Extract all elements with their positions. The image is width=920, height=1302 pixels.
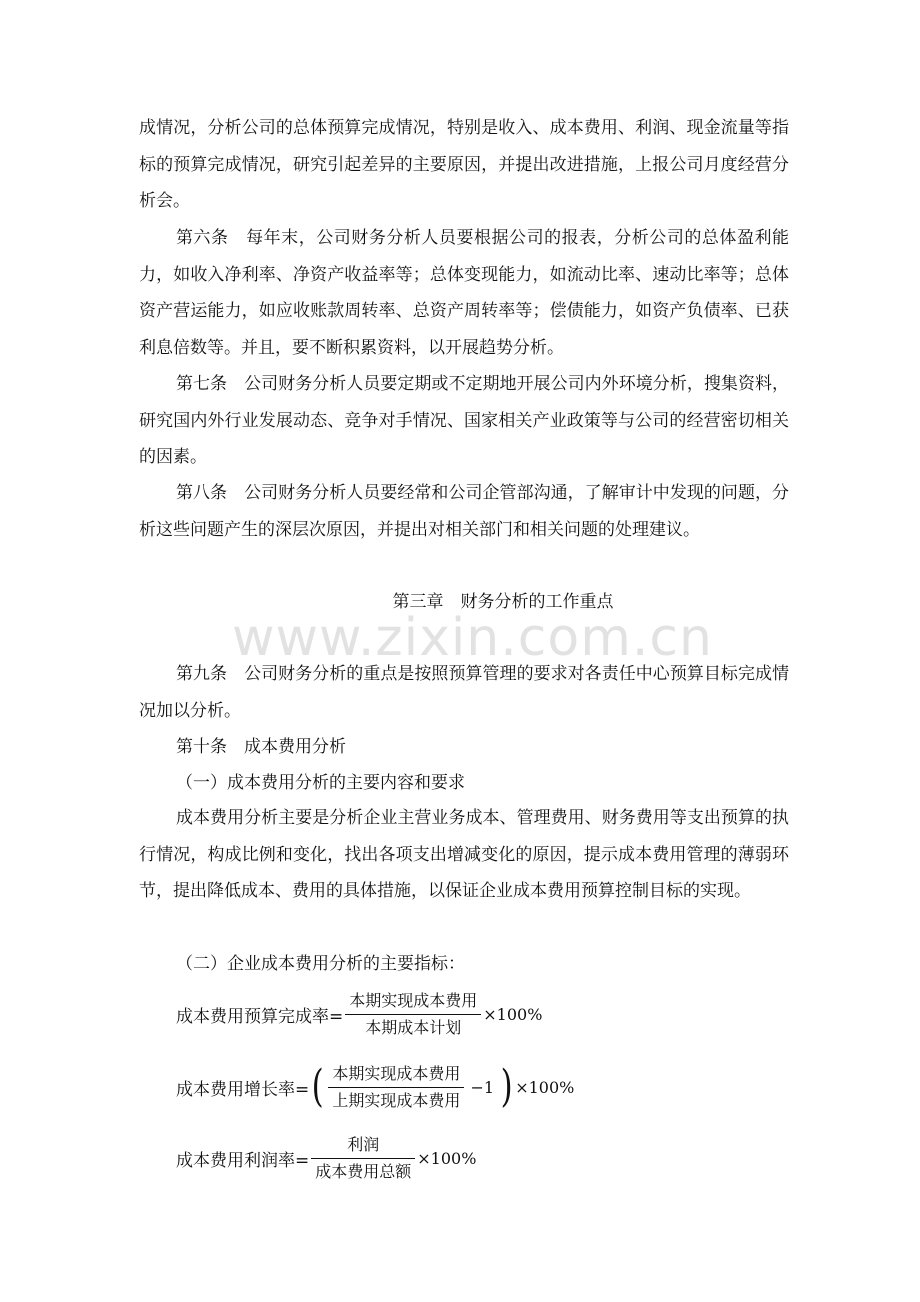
formula-label: 成本费用利润率= bbox=[176, 1151, 310, 1171]
article-9: 第九条 公司财务分析的重点是按照预算管理的要求对各责任中心预算目标完成情况加以分析。 bbox=[139, 664, 789, 721]
formula-growth-rate bbox=[176, 1057, 574, 1117]
body-paragraph: 成本费用分析主要是分析企业主营业务成本、管理费用、财务费用等支出预算的执行情况，构成比例和变化，找出各项支出增减变化的原因，提示成本费用管理的薄弱环节，提出降低成本、费用的具体措施，以保证企业成本费用预算控制目标的实现。 bbox=[139, 808, 789, 901]
formula-label: 成本费用预算完成率= bbox=[176, 1007, 344, 1027]
numerator: 本期实现成本费用 bbox=[332, 1063, 461, 1083]
denominator: 本期成本计划 bbox=[365, 1018, 462, 1037]
article-8: 第八条 公司财务分析人员要经常和公司企管部沟通，了解审计中发现的问题，分析这些问题产生的深层次原因，并提出对相关部门和相关问题的处理建议。 bbox=[139, 483, 789, 540]
right-paren-icon: ) bbox=[500, 1061, 513, 1112]
fraction bbox=[311, 1134, 415, 1183]
fraction bbox=[345, 990, 481, 1039]
denominator: 成本费用总额 bbox=[315, 1162, 412, 1181]
left-paren-icon: ( bbox=[311, 1061, 324, 1112]
suffix: ×100% bbox=[515, 1077, 575, 1097]
minus-one: −1 bbox=[470, 1077, 495, 1097]
watermark: www.zixin.com.cn bbox=[232, 608, 713, 668]
suffix: ×100% bbox=[483, 1005, 543, 1024]
fraction bbox=[328, 1063, 464, 1112]
suffix: ×100% bbox=[417, 1149, 477, 1168]
paragraph-continuation: 成情况，分析公司的总体预算完成情况，特别是收入、成本费用、利润、现金流量等指标的预算完成情况，研究引起差异的主要原因，并提出改进措施，上报公司月度经营分析会。 bbox=[139, 118, 789, 211]
section-1-heading: （一）成本费用分析的主要内容和要求 bbox=[176, 773, 465, 793]
article-7: 第七条 公司财务分析人员要定期或不定期地开展公司内外环境分析，搜集资料，研究国内外行业发展动态、竞争对手情况、国家相关产业政策等与公司的经营密切相关的因素。 bbox=[139, 374, 789, 467]
denominator: 上期实现成本费用 bbox=[332, 1090, 461, 1110]
article-6: 第六条 每年末，公司财务分析人员要根据公司的报表，分析公司的总体盈利能力，如收入净利率、净资产收益率等；总体变现能力，如流动比率、速动比率等；总体资产营运能力，如应收账款周转率、总资产周转率等；偿债能力，如资产负债率、已获利息倍数等。并且，要不断积累资料，以开展趋势分析。 bbox=[139, 228, 789, 358]
chapter-heading: 第三章 财务分析的工作重点 bbox=[392, 592, 614, 612]
formula-profit-rate bbox=[176, 1134, 476, 1183]
section-2-heading: （二）企业成本费用分析的主要指标： bbox=[176, 954, 465, 974]
numerator: 本期实现成本费用 bbox=[349, 991, 478, 1010]
numerator: 利润 bbox=[347, 1135, 380, 1154]
article-10: 第十条 成本费用分析 bbox=[176, 737, 346, 757]
formula-budget-completion-rate bbox=[176, 990, 542, 1039]
formula-label: 成本费用增长率= bbox=[176, 1079, 310, 1100]
